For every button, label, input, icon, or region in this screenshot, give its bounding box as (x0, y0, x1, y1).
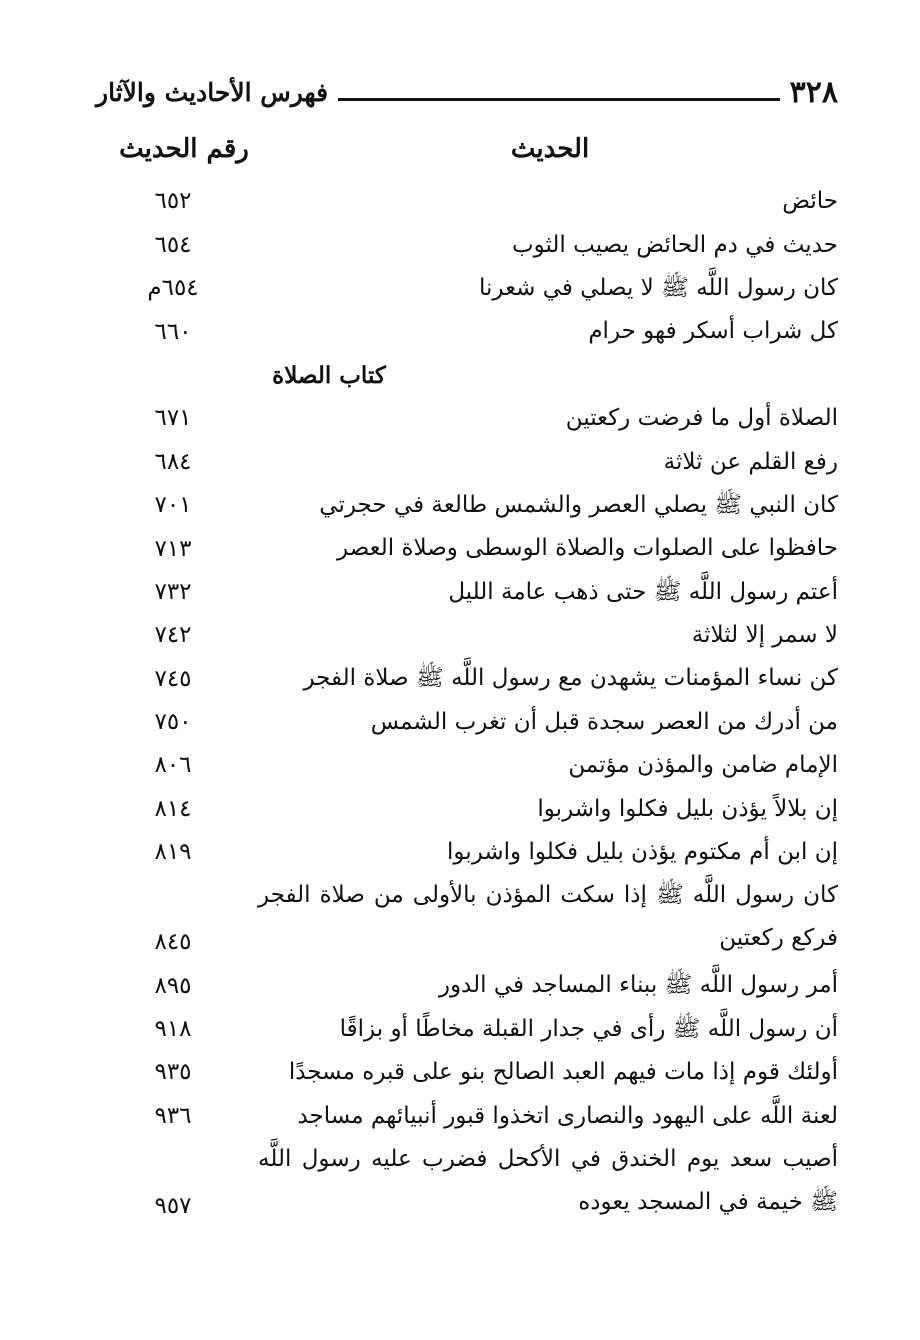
hadith-text: حافظوا على الصلوات والصلاة الوسطى وصلاة العصر (337, 535, 838, 562)
hadith-text: أن رسول اللَّه ﷺ رأى في جدار القبلة مخاطًا أو بزاقًا (339, 1015, 838, 1042)
hadith-number: ٧٣٢ (154, 578, 192, 605)
column-header-number: رقم الحديث (119, 134, 249, 164)
index-row (80, 484, 838, 527)
hadith-text: أمر رسول اللَّه ﷺ ببناء المساجد في الدور (438, 972, 838, 999)
index-row (80, 657, 838, 700)
index-row (80, 527, 838, 570)
index-row (80, 744, 838, 787)
index-row (80, 571, 838, 614)
hadith-text: كان رسول اللَّه ﷺ إذا سكت المؤذن بالأولى من صلاة الفجر فركع ركعتين (258, 882, 838, 952)
hadith-number: ٦٨٤ (154, 448, 192, 475)
hadith-text: كن نساء المؤمنات يشهدن مع رسول اللَّه ﷺ صلاة الفجر (303, 665, 838, 692)
hadith-number: ٦٧١ (154, 405, 192, 432)
hadith-text: إن بلالاً يؤذن بليل فكلوا واشربوا (537, 795, 838, 822)
index-row (80, 440, 838, 483)
hadith-text: من أدرك من العصر سجدة قبل أن تغرب الشمس (370, 708, 838, 735)
hadith-index-list (80, 180, 838, 1228)
hadith-number: ٩١٨ (154, 1016, 192, 1043)
index-row (80, 1138, 838, 1228)
index-row (80, 831, 838, 874)
hadith-text: كل شراب أسكر فهو حرام (588, 318, 838, 345)
hadith-text: إن ابن أم مكتوم يؤذن بليل فكلوا واشربوا (447, 839, 838, 866)
index-row (80, 180, 838, 223)
page-header (96, 70, 838, 114)
hadith-text: حائض (782, 188, 838, 215)
index-row (80, 1051, 838, 1094)
index-row (80, 874, 838, 964)
hadith-number: ٨١٤ (154, 795, 192, 822)
index-row (80, 267, 838, 310)
hadith-number: ٧٤٥ (154, 665, 192, 692)
hadith-text: لا سمر إلا لثلاثة (691, 622, 838, 649)
page-number: ٣٢٨ (789, 74, 838, 110)
index-row (80, 1008, 838, 1051)
running-title: فهرس الأحاديث والآثار (96, 77, 329, 107)
hadith-number: ٦٥٤ (154, 231, 192, 258)
hadith-text: الصلاة أول ما فرضت ركعتين (565, 405, 838, 432)
hadith-text: أصيب سعد يوم الخندق في الأكحل فضرب عليه رسول اللَّه ﷺ خيمة في المسجد يعوده (258, 1145, 838, 1215)
hadith-number: ٩٣٥ (154, 1059, 192, 1086)
hadith-number: ٧٥٠ (154, 709, 192, 736)
index-row (80, 397, 838, 440)
hadith-text: أولئك قوم إذا مات فيهم العبد الصالح بنو على قبره مسجدًا (288, 1059, 838, 1086)
index-row (80, 964, 838, 1007)
index-row (80, 701, 838, 744)
hadith-number: ٨٤٥ (154, 929, 192, 956)
index-row (80, 787, 838, 830)
hadith-text: لعنة اللَّه على اليهود والنصارى اتخذوا قبور أنبيائهم مساجد (297, 1102, 838, 1129)
hadith-number: ٩٥٧ (154, 1192, 192, 1219)
hadith-number: ٧٤٢ (154, 622, 192, 649)
index-row (80, 310, 838, 353)
hadith-number: ٦٥٤م (147, 275, 199, 302)
hadith-text: كان رسول اللَّه ﷺ لا يصلي في شعرنا (478, 274, 838, 301)
hadith-number: ٧١٣ (154, 535, 192, 562)
hadith-number: ٧٠١ (154, 492, 192, 519)
hadith-number: ٨٠٦ (154, 752, 192, 779)
hadith-text: رفع القلم عن ثلاثة (663, 448, 838, 475)
section-heading-row (80, 354, 838, 397)
hadith-number: ٨٩٥ (154, 972, 192, 999)
hadith-text: كان النبي ﷺ يصلي العصر والشمس طالعة في حجرتي (319, 491, 838, 518)
hadith-number: ٦٦٠ (154, 318, 192, 345)
hadith-text: أعتم رسول اللَّه ﷺ حتى ذهب عامة الليل (448, 578, 838, 605)
hadith-text: الإمام ضامن والمؤذن مؤتمن (568, 752, 838, 779)
section-heading: كتاب الصلاة (272, 361, 386, 389)
hadith-text: حديث في دم الحائض يصيب الثوب (511, 231, 838, 258)
header-rule (338, 98, 780, 101)
hadith-number: ٨١٩ (154, 839, 192, 866)
hadith-number: ٦٥٢ (154, 188, 192, 215)
column-header-hadith: الحديث (510, 134, 590, 164)
index-row (80, 1094, 838, 1137)
index-row (80, 223, 838, 266)
hadith-number: ٩٣٦ (154, 1102, 192, 1129)
index-row (80, 614, 838, 657)
